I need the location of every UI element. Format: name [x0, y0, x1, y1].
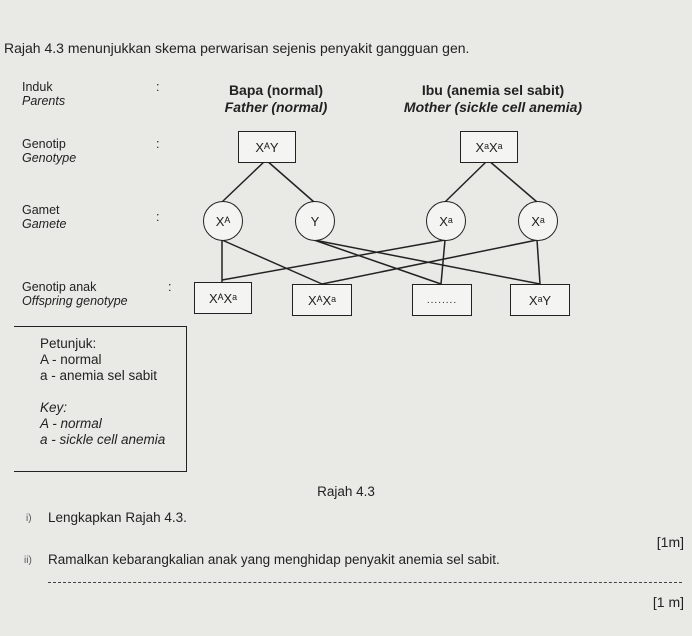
- colon: :: [156, 210, 160, 224]
- gamete-circle: Xᴬ: [203, 201, 243, 241]
- line-xa1-o3: [441, 240, 445, 284]
- question-number: ii): [24, 555, 32, 566]
- question-marks: [1 m]: [652, 594, 684, 610]
- genotype-label-ms: Genotip: [22, 137, 66, 151]
- colon: :: [156, 80, 160, 94]
- key-title-en: Key:: [40, 400, 68, 415]
- question-number: i): [26, 513, 32, 524]
- intro-text: Rajah 4.3 menunjukkan skema perwarisan sejenis penyakit gangguan gen.: [4, 40, 470, 56]
- line-father-y: [266, 160, 314, 202]
- parents-label-en: Parents: [22, 94, 66, 108]
- offspring-box: XᵃY: [510, 284, 570, 316]
- genotype-label-en: Genotype: [22, 151, 77, 165]
- gamete-circle: Xᵃ: [518, 201, 558, 241]
- offspring-box: XᴬXᵃ: [292, 284, 352, 316]
- key-title-ms: Petunjuk:: [40, 336, 97, 351]
- offspring-label-en: Offspring genotype: [22, 294, 128, 308]
- key-box: [14, 326, 187, 472]
- father-label-ms: Bapa (normal): [228, 82, 324, 98]
- colon: :: [156, 137, 160, 151]
- mother-genotype-box: XᵃXᵃ: [460, 131, 518, 163]
- gamete-label-en: Gamete: [22, 217, 67, 231]
- father-genotype-box: XᴬY: [238, 131, 296, 163]
- gamete-circle: Xᵃ: [426, 201, 466, 241]
- key-anemia-ms: a - anemia sel sabit: [40, 368, 158, 383]
- key-normal-en: A - normal: [40, 416, 102, 431]
- key-normal-ms: A - normal: [40, 352, 102, 367]
- key-anemia-en: a - sickle cell anemia: [40, 432, 166, 447]
- parents-label-ms: Induk: [22, 80, 53, 94]
- question-text: Lengkapkan Rajah 4.3.: [48, 510, 187, 525]
- gamete-circle: Y: [295, 201, 335, 241]
- line-xa2-o4: [537, 240, 540, 284]
- father-label-en: Father (normal): [224, 99, 328, 115]
- offspring-answer-blank[interactable]: ........: [412, 284, 472, 316]
- question-marks: [1m]: [656, 534, 684, 550]
- answer-line[interactable]: [48, 582, 682, 583]
- line-father-xA: [222, 160, 266, 202]
- line-mother-xa2: [488, 160, 537, 202]
- question-text: Ramalkan kebarangkalian anak yang menghidap penyakit anemia sel sabit.: [48, 552, 500, 567]
- figure-caption: Rajah 4.3: [317, 484, 375, 499]
- gamete-label-ms: Gamet: [22, 203, 60, 217]
- offspring-box: XᴬXᵃ: [194, 282, 252, 314]
- colon: :: [168, 280, 172, 294]
- mother-label-en: Mother (sickle cell anemia): [403, 99, 583, 115]
- line-mother-xa1: [445, 160, 488, 202]
- mother-label-ms: Ibu (anemia sel sabit): [421, 82, 565, 98]
- offspring-label-ms: Genotip anak: [22, 280, 97, 294]
- line-y-o3: [314, 240, 441, 284]
